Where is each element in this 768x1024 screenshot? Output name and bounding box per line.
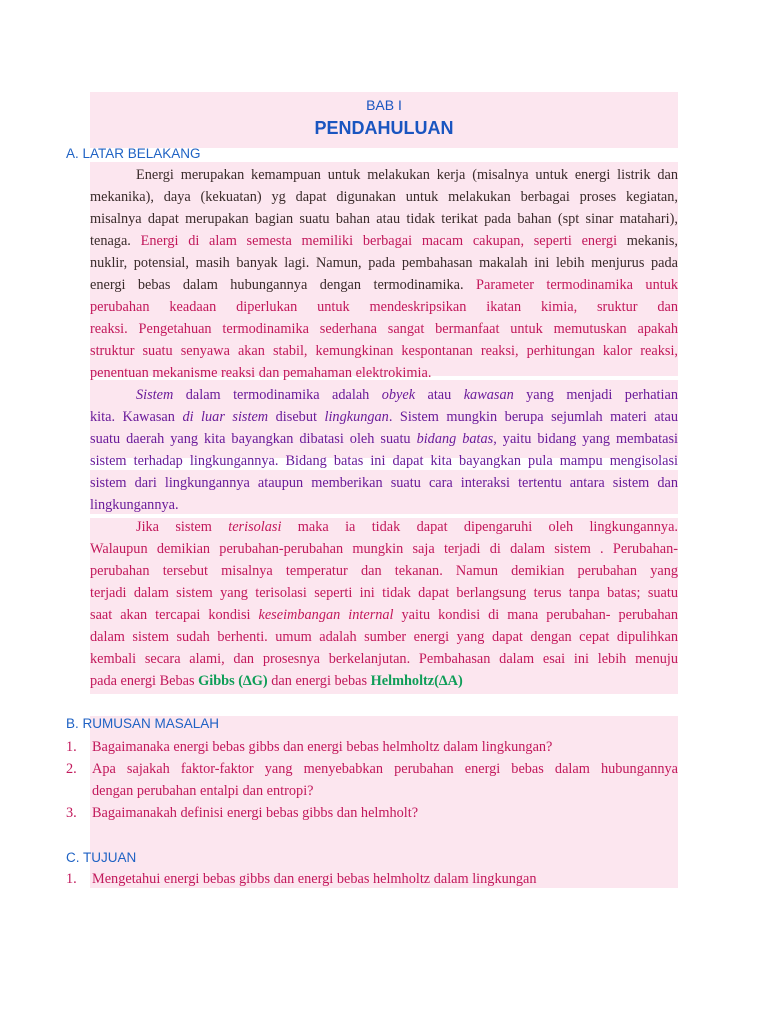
- paragraph-line: penentuan mekanisme reaksi dan pemahaman elektrokimia.: [90, 365, 432, 381]
- paragraph-line: struktur suatu senyawa akan stabil, kemungkinan kespontanan reaksi, perhitungan kalor reaksi,: [90, 343, 678, 359]
- list-item: 1. Bagaimanaka energi bebas gibbs dan energi bebas helmholtz dalam lingkungan?: [66, 739, 553, 755]
- section-b-heading: B. RUMUSAN MASALAH: [66, 716, 220, 731]
- paragraph-line: Energi merupakan kemampuan untuk melakukan kerja (misalnya untuk energi listrik dan: [136, 167, 678, 183]
- section-a-heading: A. LATAR BELAKANG: [66, 146, 201, 161]
- list-item: 1. Mengetahui energi bebas gibbs dan energi bebas helmholtz dalam lingkungan: [66, 871, 537, 887]
- paragraph-line: mekanika), daya (kekuatan) yg dapat digunakan untuk melakukan berbagai proses kegiatan,: [90, 189, 678, 205]
- paragraph-line: energi bebas dalam hubungannya dengan termodinamika. Parameter termodinamika untuk: [90, 277, 678, 293]
- page-title: PENDAHULUAN: [314, 118, 454, 138]
- paragraph-line: lingkungannya.: [90, 497, 179, 513]
- paragraph-line: Jika sistem terisolasi maka ia tidak dapat dipengaruhi oleh lingkungannya.: [136, 519, 678, 535]
- list-item-continuation: dengan perubahan entalpi dan entropi?: [92, 783, 314, 799]
- section-c-heading: C. TUJUAN: [66, 850, 137, 865]
- paragraph-line: Sistem dalam termodinamika adalah obyek atau kawasan yang menjadi perhatian: [136, 387, 678, 403]
- paragraph-line: perubahan tersebut misalnya temperatur dan tekanan. Namun demikian perubahan yang: [90, 563, 678, 579]
- paragraph-line: nuklir, potensial, masih banyak lagi. Namun, pada pembahasan makalah ini lebih menjurus pada: [90, 255, 678, 271]
- paragraph-line: suatu daerah yang kita bayangkan dibatasi oleh suatu bidang batas, yaitu bidang yang membatasi: [90, 431, 678, 447]
- paragraph-line: kembali secara alami, dan prosesnya berkelanjutan. Pembahasan dalam esai ini lebih menuju: [90, 651, 678, 667]
- paragraph-line: dalam sistem sudah berhenti. umum adalah sumber energi yang dapat dengan cepat dipulihkan: [90, 629, 678, 645]
- paragraph-line: sistem terhadap lingkungannya. Bidang batas ini dapat kita bayangkan pula mampu mengisolasi: [90, 453, 678, 469]
- list-item: 2. Apa sajakah faktor-faktor yang menyebabkan perubahan energi bebas dalam hubungannya: [66, 761, 678, 777]
- chapter-label: BAB I: [366, 97, 402, 113]
- paragraph-line: terjadi dalam sistem yang terisolasi seperti ini tidak dapat berlangsung terus tanpa batas; suatu: [90, 585, 678, 601]
- paragraph-line: misalnya dapat merupakan bagian suatu bahan atau tidak terikat pada bahan (spt sinar matahari),: [90, 211, 678, 227]
- paragraph-line: kita. Kawasan di luar sistem disebut lingkungan. Sistem mungkin berupa sejumlah materi atau: [90, 409, 679, 425]
- paragraph-line: tenaga. Energi di alam semesta memiliki berbagai macam cakupan, seperti energi mekanis,: [90, 233, 679, 249]
- paragraph-line: sistem dari lingkungannya ataupun memberikan suatu cara interaksi tertentu antara sistem dan: [90, 475, 678, 491]
- paragraph-line: Walaupun demikian perubahan-perubahan mungkin saja terjadi di dalam sistem . Perubahan-: [90, 541, 678, 557]
- paragraph-line: saat akan tercapai kondisi keseimbangan internal yaitu kondisi di mana perubahan- perubahan: [90, 607, 679, 623]
- paragraph-line: perubahan keadaan diperlukan untuk mendeskripsikan ikatan kimia, sruktur dan: [90, 299, 678, 315]
- paragraph-line: pada energi Bebas Gibbs (∆G) dan energi bebas Helmholtz(∆A): [90, 673, 463, 689]
- paragraph-line: reaksi. Pengetahuan termodinamika sederhana sangat bermanfaat untuk memutuskan apakah: [90, 321, 678, 337]
- list-item: 3. Bagaimanakah definisi energi bebas gibbs dan helmholt?: [66, 805, 419, 821]
